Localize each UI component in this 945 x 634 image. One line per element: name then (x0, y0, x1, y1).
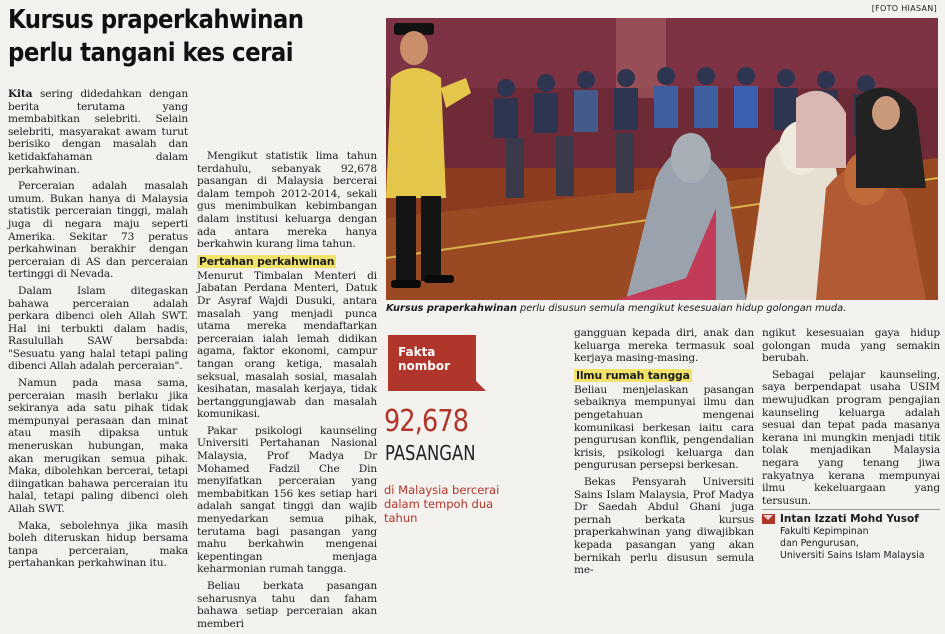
paragraph: Maka, sebolehnya jika masih boleh diteruskan hidup bersama tanpa perceraian, maka pertahankan perkahwinan itu. (8, 519, 188, 570)
fact-number: 92,678 (384, 404, 469, 439)
headline-line-2: perlu tangani kes cerai (8, 38, 294, 68)
paragraph: Dalam Islam ditegaskan bahawa perceraian adalah perkara dibenci oleh Allah SWT. Hal ini terbukti dalam hadis, Rasulullah SAW bersabda: "Sesuatu yang halal tetapi paling dibenci Allah adalah perceraian". (8, 284, 188, 373)
paragraph: Beliau menjelaskan pasangan sebaiknya mempunyai ilmu dan pengetahuan mengenai komunikasi berkesan iaitu cara pengurusan konflik, pengendalian krisis, psikologi keluarga dan pengurusan persepsi berkesan. (574, 383, 754, 472)
article-photo (386, 18, 938, 300)
author-box (762, 513, 942, 562)
author-affiliation-1: Fakulti Kepimpinan (780, 526, 869, 537)
classroom-illustration (386, 18, 938, 300)
article-column-1 (8, 88, 188, 574)
author-affiliation-3: Universiti Sains Islam Malaysia (780, 550, 925, 561)
lead-word: Kita (8, 88, 33, 100)
subheading: Pertahan perkahwinan (199, 254, 335, 268)
fact-description: di Malaysia bercerai dalam tempoh dua tahun (384, 483, 500, 525)
paragraph: Sebagai pelajar kaunseling, saya berpendapat usaha USIM mewujudkan program pengajian kaunseling keluarga adalah sesuai dan tepat pada masanya kerana ini mungkin menjadi titik tolak menjadikan Malaysia negara yang tenang jiwa rakyatnya kerana mempunyai ilmu kekeluargaan yang tersusun. (762, 368, 940, 507)
paragraph: Pakar psikologi kaunseling Universiti Pertahanan Nasional Malaysia, Prof Madya Dr Mohamed Fadzil Che Din menyifatkan perceraian yang membabitkan 156 kes setiap hari adalah sangat tinggi dan wajib menyedarkan semua pihak, terutama bagi pasangan yang mahu berkahwin mengenai kepentingan menjaga keharmonian rumah tangga. (197, 424, 377, 576)
paragraph: ngikut kesesuaian gaya hidup golongan muda yang semakin berubah. (762, 327, 940, 365)
paragraph: gangguan kepada diri, anak dan keluarga mereka termasuk soal kerjaya masing-masing. (574, 327, 754, 365)
paragraph: Beliau berkata pasangan seharusnya tahu dan faham bahawa setiap perceraian akan memberi (197, 580, 377, 630)
email-icon (762, 514, 775, 524)
fact-unit: PASANGAN (385, 441, 476, 465)
paragraph: Perceraian adalah masalah umum. Bukan hanya di Malaysia statistik perceraian tinggi, malah juga di negara maju seperti Amerika. Sekitar 73 peratus perkahwinan berakhir dengan perceraian di AS dan perceraian tertinggi di Nevada. (8, 180, 188, 281)
caption-lead: Kursus praperkahwinan (386, 303, 517, 314)
headline (8, 4, 334, 70)
photo-credit: [FOTO HIASAN] (871, 4, 937, 13)
article-column-3 (574, 327, 754, 581)
paragraph: Kita sering didedahkan dengan berita terutama yang membabitkan selebriti. Selain selebriti, masyarakat awam turut berisiko dengan masalah dan ketidakfahaman dalam perkahwinan. (8, 88, 188, 176)
paragraph: Bekas Pensyarah Universiti Sains Islam Malaysia, Prof Madya Dr Saedah Abdul Ghani juga pernah berkata kursus praperkahwinan yang diwajibkan kepada pasangan yang akan bernikah perlu disusun semula me- (574, 475, 754, 577)
author-affiliation-2: dan Pengurusan, (780, 538, 859, 549)
paragraph: Mengikut statistik lima tahun terdahulu, sebanyak 92,678 pasangan di Malaysia bercerai dalam tempoh 2012-2014, sekali gus menimbulkan kebimbangan dalam institusi keluarga dengan ada antara mereka hanya berkahwin kurang lima tahun. (197, 150, 377, 251)
fact-box-label: Fakta nombor (388, 335, 476, 391)
subheading: Ilmu rumah tangga (576, 368, 690, 382)
article-column-4 (762, 327, 940, 511)
paragraph: Namun pada masa sama, perceraian masih berlaku jika sekiranya ada satu pihak tidak mempunyai perasaan dan minat atau masih dipaksa untuk meneruskan hubungan, maka akan merugikan semua pihak. Maka, dibolehkan bercerai, tetapi diingatkan bahawa perceraian itu halal, tetapi paling dibenci oleh Allah SWT. (8, 377, 188, 515)
author-name: Intan Izzati Mohd Yusof (780, 513, 919, 525)
article-column-2 (197, 150, 377, 634)
paragraph: Menurut Timbalan Menteri di Jabatan Perdana Menteri, Datuk Dr Asyraf Wajdi Dusuki, antara masalah yang menjadi punca utama mereka mendaftarkan perceraian ialah lemah didikan agama, faktor ekonomi, campur tangan orang ketiga, masalah seksual, masalah sosial, masalah kesihatan, masalah kerjaya, tidak bertanggungjawab dan masalah komunikasi. (197, 269, 377, 421)
photo-caption: Kursus praperkahwinan perlu disusun semula mengikut kesesuaian hidup golongan muda. (386, 303, 847, 314)
divider (762, 509, 940, 510)
headline-line-1: Kursus praperkahwinan (8, 5, 304, 35)
